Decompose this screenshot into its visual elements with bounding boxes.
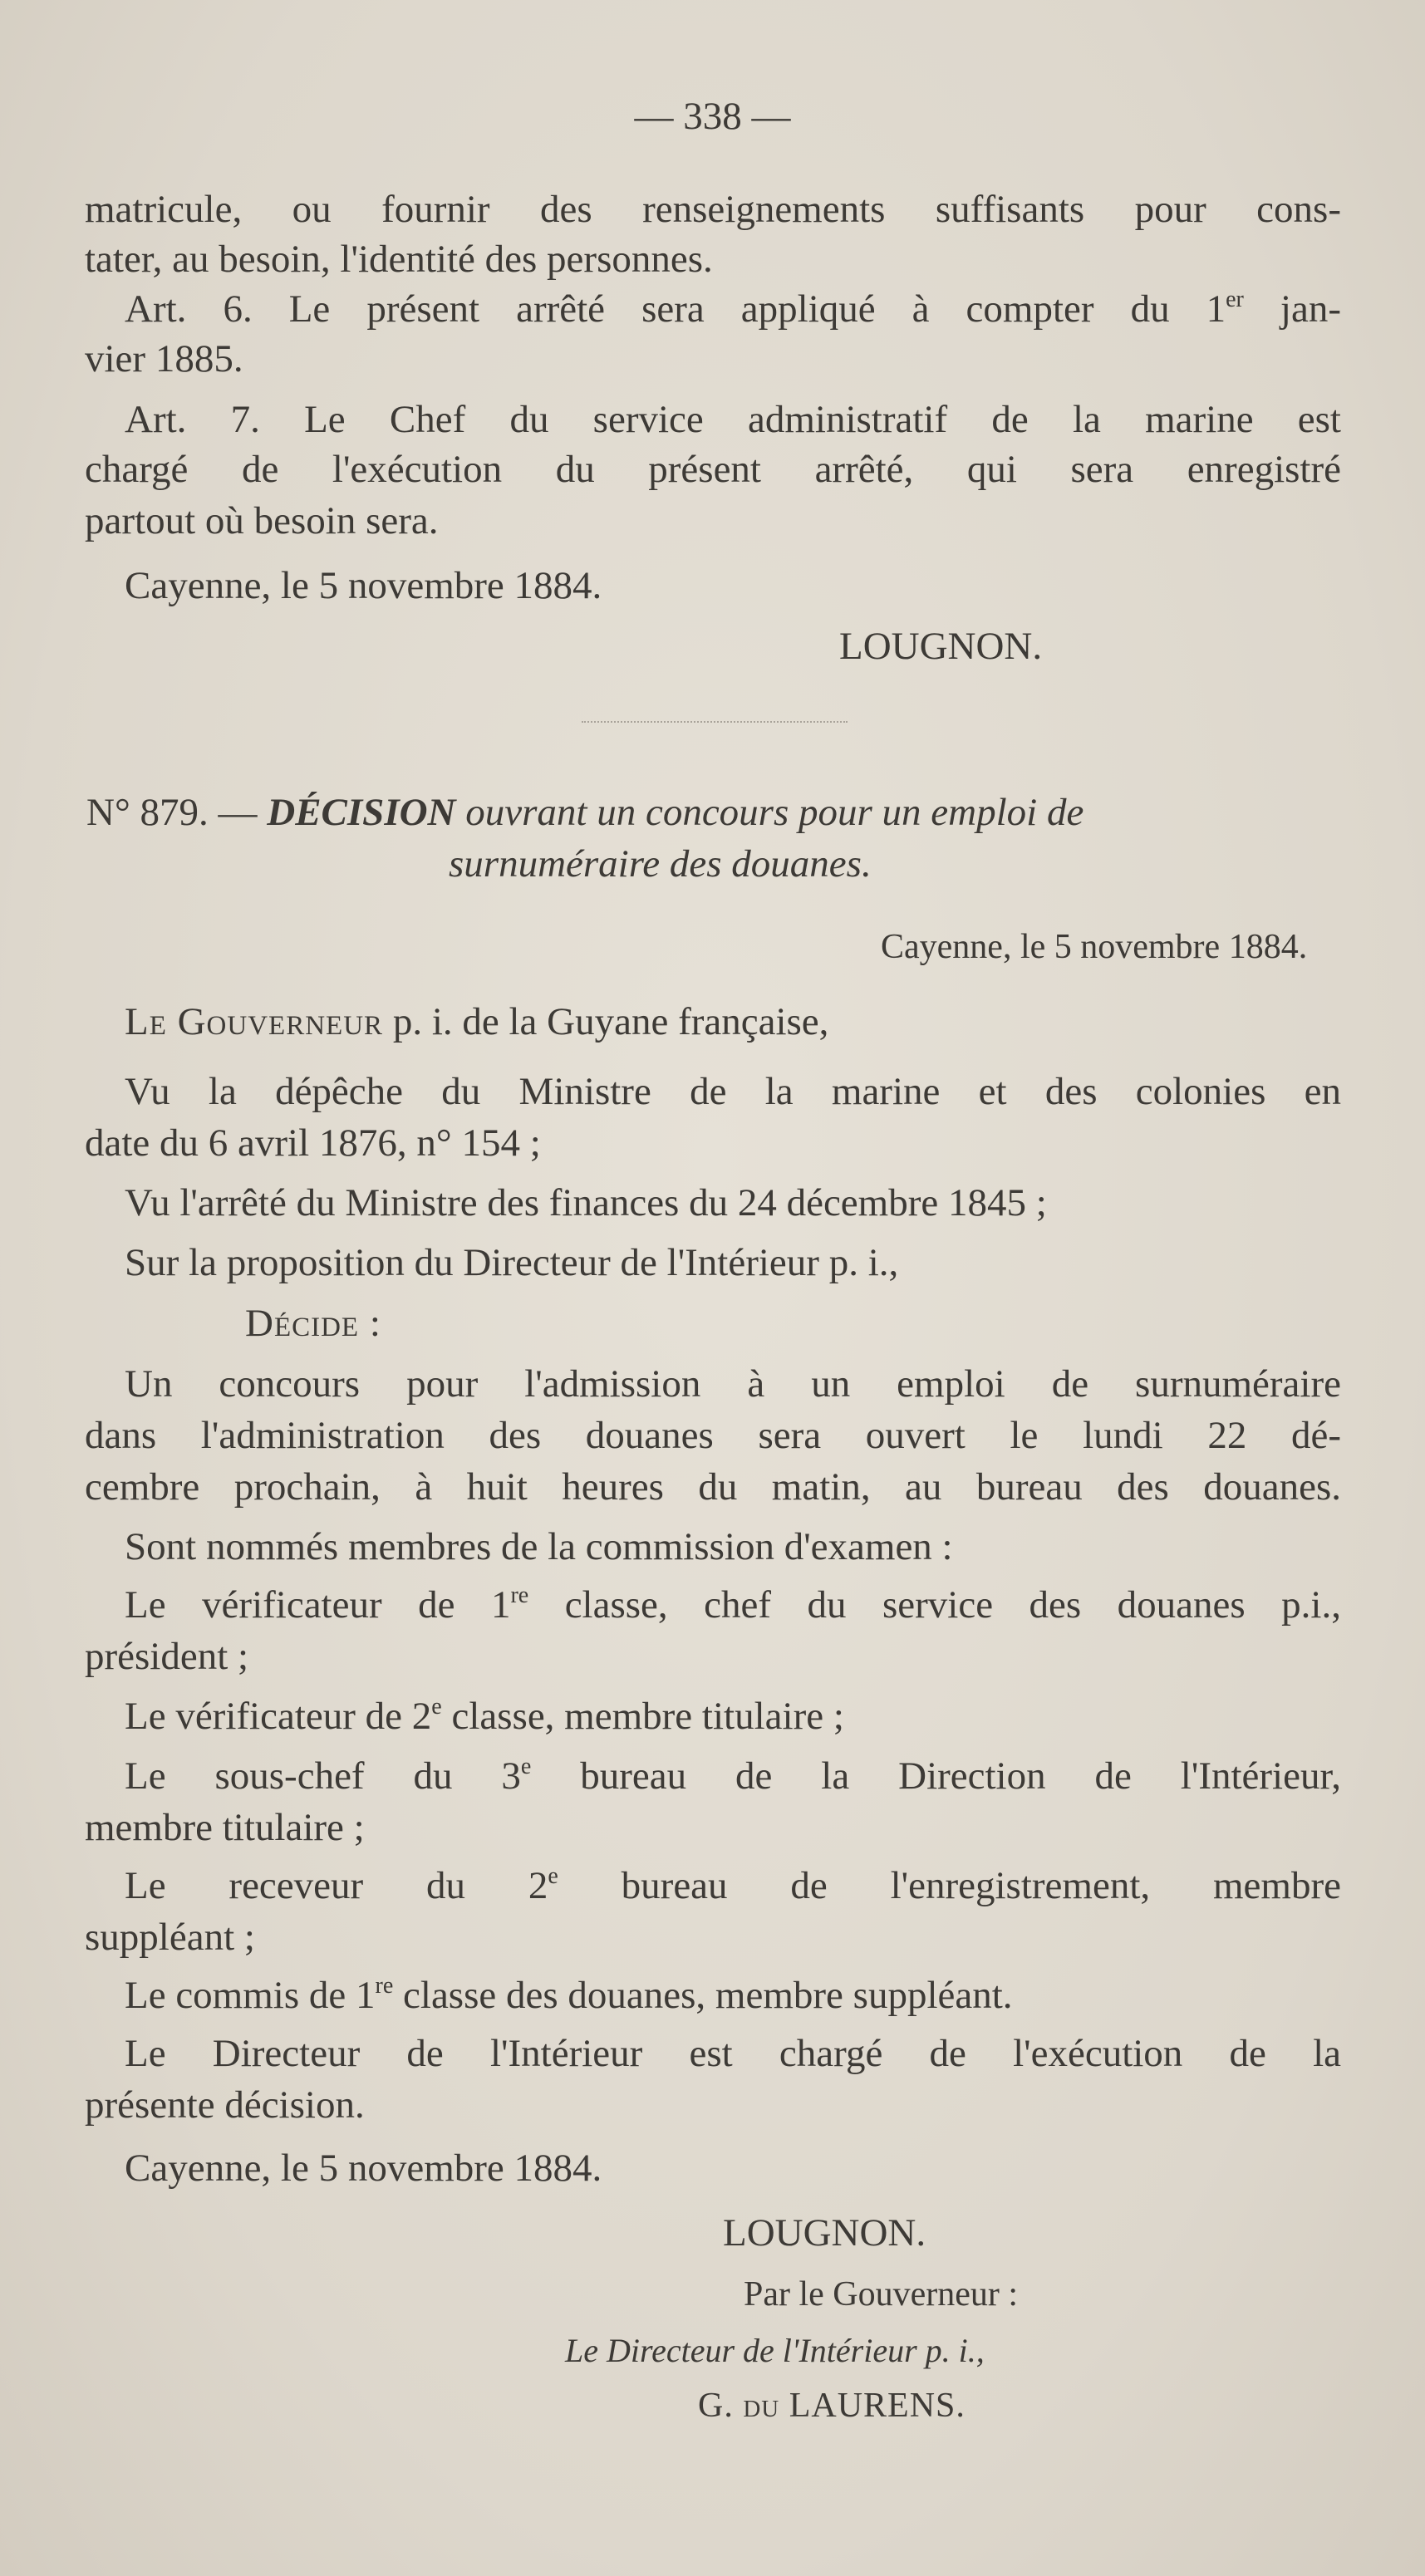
text-line: Sur la proposition du Directeur de l'Intérieur p. i., <box>125 1241 899 1284</box>
decision-subject: ouvrant un concours pour un emploi de <box>455 791 1084 834</box>
text-line: chargé de l'exécution du présent arrêté, qui sera enregistré <box>85 448 1341 491</box>
text-run: Art. 6. Le présent arrêté sera appliqué à compter du 1 <box>125 287 1226 331</box>
date-line: Cayenne, le 5 novembre 1884. <box>881 928 1308 966</box>
text-line: suppléant ; <box>85 1916 255 1959</box>
superscript: er <box>1226 287 1244 312</box>
decision-heading <box>86 788 1341 837</box>
text-run: Le vérificateur de 1 <box>125 1583 511 1627</box>
signature: LOUGNON. <box>723 2211 926 2255</box>
member-line <box>125 1861 1341 1911</box>
text-line: Vu la dépêche du Ministre de la marine et des colonies en <box>125 1070 1341 1113</box>
text-run: jan- <box>1243 287 1341 331</box>
text-line: date du 6 avril 1876, n° 154 ; <box>85 1121 541 1165</box>
article-7-line: Art. 7. Le Chef du service administratif de la marine est <box>125 398 1341 441</box>
text-line: président ; <box>85 1635 249 1678</box>
member-line <box>125 1691 1341 1741</box>
text-run: Le sous-chef du 3 <box>125 1754 521 1798</box>
governor-title: Le Gouverneur <box>125 1000 384 1043</box>
superscript: re <box>375 1973 394 1999</box>
text-line: vier 1885. <box>85 337 243 380</box>
text-run: Le commis de 1 <box>125 1974 376 2017</box>
member-line <box>125 1580 1341 1630</box>
text-line: cembre prochain, à huit heures du matin, au bureau des douanes. <box>85 1465 1341 1509</box>
text-line: Vu l'arrêté du Ministre des finances du 24 décembre 1845 ; <box>125 1181 1047 1224</box>
decision-title: DÉCISION <box>267 791 456 834</box>
text-line: tater, au besoin, l'identité des personnes. <box>85 238 713 281</box>
text-line: matricule, ou fournir des renseignements suffisants pour cons- <box>85 188 1341 231</box>
text-line: dans l'administration des douanes sera ouvert le lundi 22 dé- <box>85 1414 1341 1457</box>
member-line <box>125 1751 1341 1801</box>
superscript: e <box>520 1754 532 1779</box>
decide-heading: Décide : <box>245 1302 381 1345</box>
date-line: Cayenne, le 5 novembre 1884. <box>125 2147 602 2190</box>
text-run: bureau de la Direction de l'Intérieur, <box>531 1754 1341 1798</box>
superscript: e <box>431 1694 442 1720</box>
date-line: Cayenne, le 5 novembre 1884. <box>125 564 602 607</box>
text-run: classe, membre titulaire ; <box>441 1695 844 1738</box>
text-run: bureau de l'enregistrement, membre <box>558 1864 1341 1907</box>
text-line: Un concours pour l'admission à un emploi de surnuméraire <box>125 1362 1341 1406</box>
section-divider <box>582 721 848 723</box>
text-run: Le receveur du 2 <box>125 1864 548 1907</box>
text-run: Le vérificateur de 2 <box>125 1695 432 1738</box>
page-number: — 338 — <box>634 95 791 138</box>
countersign-label: Par le Gouverneur : <box>744 2275 1019 2313</box>
member-line <box>125 1970 1341 2020</box>
text-run: p. i. de la Guyane française, <box>383 1000 829 1043</box>
text-run: classe, chef du service des douanes p.i., <box>528 1583 1341 1627</box>
article-6-line <box>125 284 1341 334</box>
text-line: Sont nommés membres de la commission d'examen : <box>125 1525 953 1568</box>
signature: LOUGNON. <box>839 625 1043 668</box>
superscript: e <box>548 1863 558 1889</box>
text-run: classe des douanes, membre suppléant. <box>393 1974 1013 2017</box>
decision-number: N° 879. — <box>86 791 268 834</box>
countersign-title: Le Directeur de l'Intérieur p. i., <box>565 2332 985 2369</box>
text-line: membre titulaire ; <box>85 1806 365 1849</box>
countersign-name: G. du LAURENS. <box>698 2387 966 2425</box>
text-line: Le Directeur de l'Intérieur est chargé de l'exécution de la <box>125 2032 1341 2075</box>
superscript: re <box>510 1582 529 1608</box>
text-line: présente décision. <box>85 2083 365 2127</box>
governor-line <box>125 997 1341 1047</box>
text-line: partout où besoin sera. <box>85 499 439 542</box>
decision-subject-cont: surnuméraire des douanes. <box>449 842 872 886</box>
